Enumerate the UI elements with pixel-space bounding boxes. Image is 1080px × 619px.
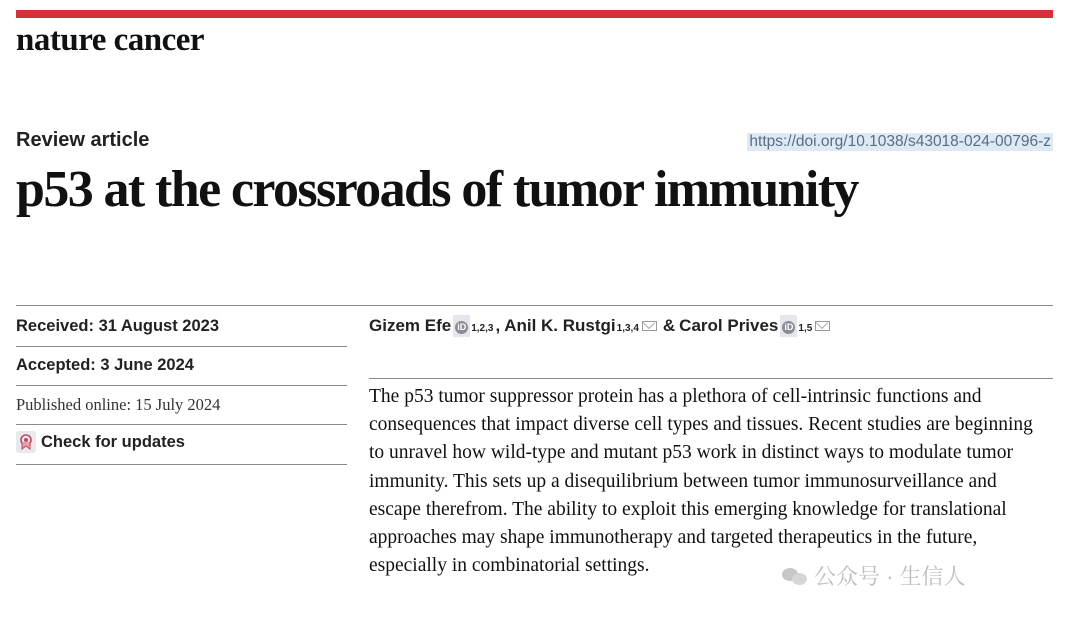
author-name[interactable]: Gizem Efe [369, 316, 452, 335]
email-icon[interactable] [815, 321, 830, 331]
orcid-icon[interactable]: iD [780, 315, 797, 337]
author-separator: , [495, 316, 501, 335]
author-name[interactable]: Anil K. Rustgi [504, 316, 616, 335]
published-date: Published online: 15 July 2024 [16, 395, 221, 414]
watermark [782, 560, 966, 591]
watermark-text: 公众号 · 生信人 [814, 564, 966, 589]
received-value: 31 August 2023 [98, 317, 220, 335]
doi-link[interactable]: https://doi.org/10.1038/s43018-024-00796-z [749, 133, 1051, 150]
divider [16, 305, 1053, 306]
received-label: Received: [16, 317, 94, 335]
journal-name[interactable]: nature cancer [16, 22, 205, 58]
bookmark-update-icon [16, 431, 36, 453]
divider [16, 385, 347, 386]
author-affiliations: 1,5 [798, 323, 813, 334]
author-separator: & [662, 316, 676, 335]
accepted-value: 3 June 2024 [100, 356, 194, 374]
check-for-updates-button[interactable] [16, 431, 185, 453]
author-affiliations: 1,2,3 [471, 323, 494, 334]
author-list [369, 315, 830, 337]
article-title: p53 at the crossroads of tumor immunity [16, 161, 858, 218]
accepted-label: Accepted: [16, 356, 96, 374]
email-icon[interactable] [642, 321, 657, 331]
divider [16, 464, 347, 465]
accepted-date [16, 356, 194, 375]
author-affiliations: 1,3,4 [616, 323, 639, 334]
received-date [16, 317, 219, 336]
divider [369, 378, 1053, 379]
wechat-icon [782, 566, 808, 586]
journal-accent-bar [16, 10, 1053, 18]
orcid-icon[interactable]: iD [453, 315, 470, 337]
article-type: Review article [16, 129, 150, 151]
divider [16, 424, 347, 425]
author-name[interactable]: Carol Prives [679, 316, 779, 335]
divider [16, 346, 347, 347]
abstract-text: The p53 tumor suppressor protein has a plethora of cell-intrinsic functions and consequences that impact diverse cell types and tissues. Recent studies are beginning to unravel how wild-type and mutant p53 work in distinct ways to modulate tumor immunity. This sets up a disequilibrium between tumor immunosurveillance and escape therefrom. The ability to exploit this emerging knowledge for translational approaches may shape immunotherapy and targeted therapeutics in the future, especially in combinatorial settings. [369, 386, 1033, 577]
check-for-updates-label: Check for updates [41, 432, 185, 451]
